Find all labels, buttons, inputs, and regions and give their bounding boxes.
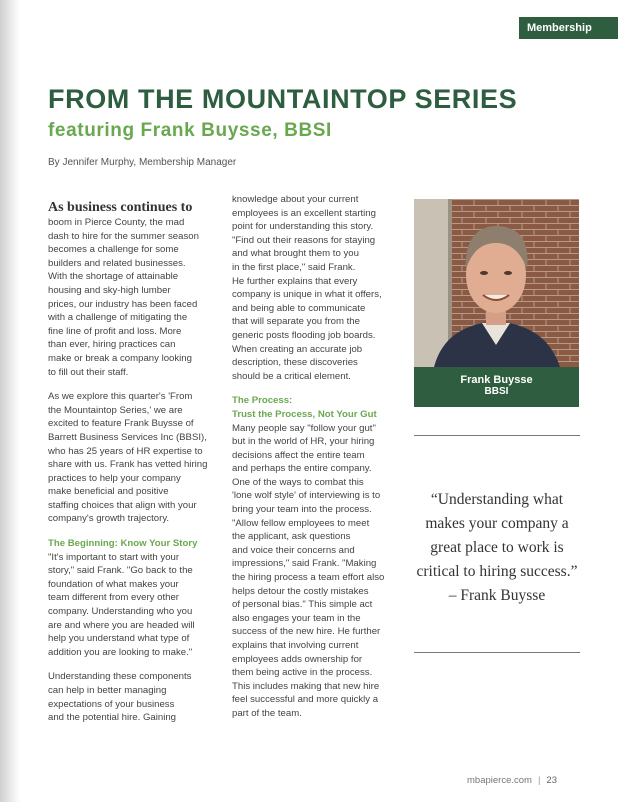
text-line: impressions," said Frank. "Making xyxy=(232,558,377,570)
text-line: in the first place," said Frank. xyxy=(232,261,356,273)
subheading-process-title: Trust the Process, Not Your Gut xyxy=(232,408,377,420)
text-line: part of the team. xyxy=(232,707,302,719)
paragraph-intro xyxy=(48,200,218,379)
text-line: When creating an accurate job xyxy=(232,343,363,355)
text-line: company's growth trajectory. xyxy=(48,513,170,525)
photo-caption xyxy=(414,367,579,407)
text-line: expectations of your business xyxy=(48,698,175,710)
page-footer xyxy=(467,775,557,786)
article-subtitle: featuring Frank Buysse, BBSI xyxy=(48,120,332,141)
quote-divider-top xyxy=(414,435,580,436)
paragraph-process xyxy=(232,394,402,720)
section-tab: Membership xyxy=(519,17,618,39)
text-line: generic posts flooding job boards. xyxy=(232,329,376,341)
text-line: One of the ways to combat this xyxy=(232,476,364,488)
subheading-process: The Process: xyxy=(232,395,293,407)
text-line: employees is an excellent starting xyxy=(232,207,376,219)
text-line: staffing choices that align with your xyxy=(48,499,197,511)
caption-name: Frank Buysse xyxy=(460,374,533,386)
text-line: becomes a challenge for some xyxy=(48,244,179,256)
text-line: practices to help your company xyxy=(48,472,181,484)
text-line: This includes making that new hire xyxy=(232,680,380,692)
text-line: "It's important to start with your xyxy=(48,551,180,563)
text-line: decisions affect the entire team xyxy=(232,449,365,461)
text-line: and what brought them to you xyxy=(232,248,359,260)
text-line: make or break a company looking xyxy=(48,352,192,364)
text-line: the applicant, ask questions xyxy=(232,531,351,543)
text-line: Many people say "follow your gut" xyxy=(232,422,376,434)
text-line: employees adds ownership for xyxy=(232,653,363,665)
pull-quote-line: “Understanding what xyxy=(430,491,564,508)
text-line: them being active in the process. xyxy=(232,667,373,679)
text-line: who has 25 years of HR expertise to xyxy=(48,445,203,457)
text-line: He further explains that every xyxy=(232,275,358,287)
website-link[interactable]: mbapierce.com xyxy=(467,775,532,786)
text-line: company. Understanding who you xyxy=(48,606,193,618)
text-line: addition you are looking to make." xyxy=(48,646,193,658)
text-line: and voice their concerns and xyxy=(232,544,355,556)
article-title: FROM THE MOUNTAINTOP SERIES xyxy=(48,84,518,114)
page-number: 23 xyxy=(546,775,557,786)
subheading-beginning: The Beginning: Know Your Story xyxy=(48,538,198,550)
text-line: can help in better managing xyxy=(48,685,167,696)
text-line: "Find out their reasons for staying xyxy=(232,234,376,246)
pull-quote-line: great place to work is xyxy=(430,539,564,556)
pull-quote-line: makes your company a xyxy=(425,515,569,532)
pull-quote xyxy=(414,488,580,608)
text-line: also engages your team in the xyxy=(232,612,361,624)
page-spine-shadow xyxy=(0,0,20,802)
paragraph-current-employees xyxy=(232,193,402,383)
portrait-illustration xyxy=(414,199,579,367)
text-line: 'lone wolf style' of interviewing is to xyxy=(232,490,381,502)
text-line: boom in Pierce County, the mad xyxy=(48,217,185,228)
text-line: knowledge about your current xyxy=(232,194,359,205)
text-line: and the potential hire. Gaining xyxy=(48,712,177,724)
text-line: share with us. Frank has vetted hiring xyxy=(48,459,208,471)
paragraph-feature-intro xyxy=(48,390,218,526)
text-line: and being able to communicate xyxy=(232,302,366,314)
text-line: with a challenge of mitigating the xyxy=(48,312,188,324)
text-line: story," said Frank. "Go back to the xyxy=(48,565,193,577)
caption-organization: BBSI xyxy=(484,386,509,397)
article-column-1 xyxy=(48,200,218,736)
text-line: bring your team into the process. xyxy=(232,504,372,516)
pull-quote-line: critical to hiring success.” xyxy=(416,563,578,580)
text-line: help you understand what type of xyxy=(48,633,190,645)
text-line: company is unique in what it offers, xyxy=(232,289,382,301)
text-line: fine line of profit and loss. More xyxy=(48,325,182,337)
text-line: helps detour the costly mistakes xyxy=(232,585,369,597)
text-line: With the shortage of attainable xyxy=(48,271,179,283)
text-line: and perhaps the entire company. xyxy=(232,463,372,475)
text-line: are and where you are headed will xyxy=(48,619,195,631)
text-line: As we explore this quarter's 'From xyxy=(48,391,193,403)
text-line: excited to feature Frank Buysse of xyxy=(48,418,194,430)
pull-quote-attribution: – Frank Buysse xyxy=(448,587,546,604)
lead-in-text: As business continues to xyxy=(48,200,193,215)
text-line: to fill out their staff. xyxy=(48,366,129,378)
text-line: success of the new hire. He further xyxy=(232,626,381,638)
text-line: point for understanding this story. xyxy=(232,221,374,233)
text-line: make beneficial and positive xyxy=(48,486,169,498)
text-line: that will separate you from the xyxy=(232,316,360,328)
text-line: than ever, hiring practices can xyxy=(48,339,176,351)
text-line: Barrett Business Services Inc (BBSI), xyxy=(48,431,207,443)
text-line: prices, our industry has been faced xyxy=(48,298,198,310)
text-line: team different from every other xyxy=(48,592,179,604)
text-line: the hiring process a team effort also xyxy=(232,572,385,584)
text-line: the Mountaintop Series,' we are xyxy=(48,404,183,416)
text-line: foundation of what makes your xyxy=(48,578,179,590)
portrait-photo xyxy=(414,199,579,367)
text-line: Understanding these components xyxy=(48,671,192,683)
text-line: dash to hire for the summer season xyxy=(48,230,199,242)
text-line: description, these discoveries xyxy=(232,357,358,369)
quote-divider-bottom xyxy=(414,652,580,653)
byline: By Jennifer Murphy, Membership Manager xyxy=(48,157,237,168)
text-line: of personal bias." This simple act xyxy=(232,599,373,611)
text-line: should be a critical element. xyxy=(232,370,351,382)
text-line: housing and sky-high lumber xyxy=(48,284,171,296)
text-line: feel successful and more quickly a xyxy=(232,694,379,706)
text-line: but in the world of HR, your hiring xyxy=(232,436,375,448)
text-line: explains that involving current xyxy=(232,640,359,651)
article-column-2 xyxy=(232,193,402,732)
paragraph-know-your-story xyxy=(48,537,218,659)
text-line: builders and related businesses. xyxy=(48,257,186,269)
footer-separator: | xyxy=(537,775,541,786)
text-line: "Allow fellow employees to meet xyxy=(232,517,370,529)
paragraph-components xyxy=(48,670,218,724)
